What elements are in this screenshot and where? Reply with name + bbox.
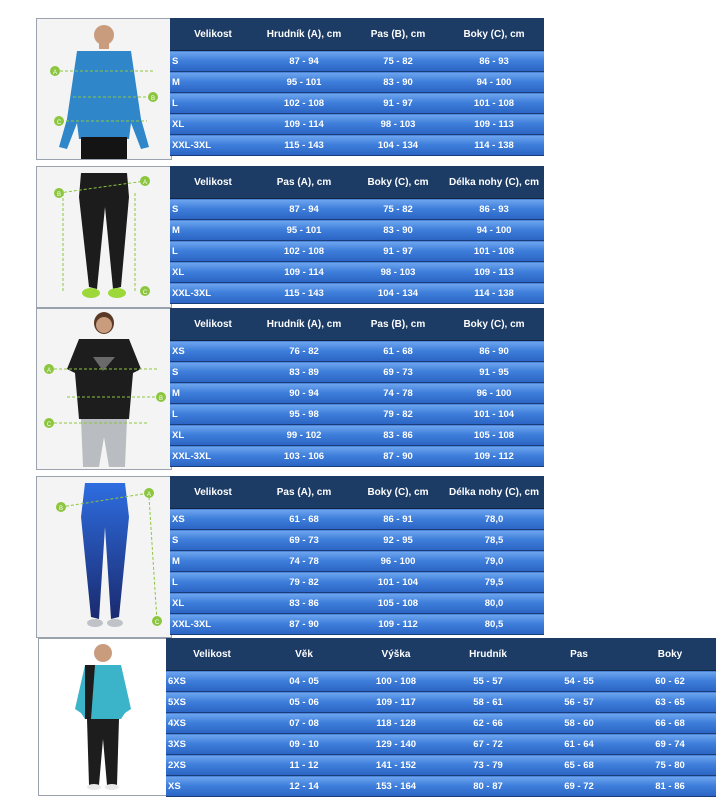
table-row <box>170 593 544 614</box>
table-row <box>166 755 716 776</box>
table-row <box>166 692 716 713</box>
value-cell: 74 - 78 <box>256 551 352 572</box>
value-cell: 109 - 117 <box>350 692 442 713</box>
value-cell: 101 - 108 <box>444 93 544 114</box>
size-cell: XL <box>170 114 256 135</box>
value-cell: 115 - 143 <box>256 283 352 304</box>
value-cell: 80,5 <box>444 614 544 635</box>
column-header: Pas (A), cm <box>256 166 352 199</box>
value-cell: 91 - 97 <box>352 241 444 262</box>
value-cell: 62 - 66 <box>442 713 534 734</box>
value-cell: 61 - 68 <box>256 509 352 530</box>
value-cell: 61 - 68 <box>352 341 444 362</box>
value-cell: 114 - 138 <box>444 283 544 304</box>
column-header: Výška <box>350 638 442 671</box>
table-row <box>170 446 544 467</box>
table-row <box>170 362 544 383</box>
value-cell: 99 - 102 <box>256 425 352 446</box>
table-row <box>170 114 544 135</box>
value-cell: 80 - 87 <box>442 776 534 797</box>
product-photo-womens-leggings <box>36 476 172 638</box>
column-header: Pas (A), cm <box>256 476 352 509</box>
value-cell: 69 - 72 <box>534 776 624 797</box>
size-table-4 <box>170 476 544 635</box>
value-cell: 115 - 143 <box>256 135 352 156</box>
value-cell: 91 - 97 <box>352 93 444 114</box>
table-row <box>170 509 544 530</box>
column-header: Velikost <box>170 308 256 341</box>
svg-text:A: A <box>142 180 148 186</box>
value-cell: 98 - 103 <box>352 262 444 283</box>
size-cell: M <box>170 551 256 572</box>
table-row <box>170 262 544 283</box>
size-cell: XS <box>166 776 258 797</box>
value-cell: 58 - 61 <box>442 692 534 713</box>
svg-text:B: B <box>158 396 164 402</box>
column-header: Pas (B), cm <box>352 18 444 51</box>
size-cell: 4XS <box>166 713 258 734</box>
value-cell: 76 - 82 <box>256 341 352 362</box>
size-cell: XL <box>170 262 256 283</box>
table-row <box>170 72 544 93</box>
value-cell: 54 - 55 <box>534 671 624 692</box>
product-photo-womens-shirt <box>36 308 172 470</box>
value-cell: 78,0 <box>444 509 544 530</box>
product-photo-mens-tights <box>36 166 172 308</box>
value-cell: 86 - 90 <box>444 341 544 362</box>
value-cell: 87 - 90 <box>352 446 444 467</box>
table-row <box>170 135 544 156</box>
value-cell: 101 - 104 <box>352 572 444 593</box>
header-row <box>170 308 544 341</box>
svg-text:C: C <box>142 290 148 296</box>
value-cell: 118 - 128 <box>350 713 442 734</box>
value-cell: 109 - 112 <box>444 446 544 467</box>
woman-leggings-photo <box>37 477 171 637</box>
value-cell: 75 - 80 <box>624 755 716 776</box>
column-header: Velikost <box>170 166 256 199</box>
value-cell: 56 - 57 <box>534 692 624 713</box>
size-cell: XL <box>170 593 256 614</box>
svg-text:C: C <box>56 120 62 126</box>
value-cell: 73 - 79 <box>442 755 534 776</box>
value-cell: 79 - 82 <box>352 404 444 425</box>
column-header: Hrudník (A), cm <box>256 18 352 51</box>
size-cell: 5XS <box>166 692 258 713</box>
value-cell: 141 - 152 <box>350 755 442 776</box>
value-cell: 102 - 108 <box>256 241 352 262</box>
value-cell: 83 - 90 <box>352 220 444 241</box>
value-cell: 104 - 134 <box>352 135 444 156</box>
size-cell: XXL-3XL <box>170 446 256 467</box>
value-cell: 94 - 100 <box>444 72 544 93</box>
value-cell: 98 - 103 <box>352 114 444 135</box>
size-cell: L <box>170 241 256 262</box>
value-cell: 83 - 89 <box>256 362 352 383</box>
column-header: Velikost <box>166 638 258 671</box>
size-cell: XL <box>170 425 256 446</box>
value-cell: 65 - 68 <box>534 755 624 776</box>
table-row <box>170 530 544 551</box>
size-cell: L <box>170 572 256 593</box>
value-cell: 66 - 68 <box>624 713 716 734</box>
size-table-2 <box>170 166 544 304</box>
size-cell: S <box>170 199 256 220</box>
value-cell: 61 - 64 <box>534 734 624 755</box>
svg-text:A: A <box>52 70 58 76</box>
value-cell: 80,0 <box>444 593 544 614</box>
value-cell: 79 - 82 <box>256 572 352 593</box>
column-header: Pas <box>534 638 624 671</box>
table-row <box>170 199 544 220</box>
size-cell: XS <box>170 341 256 362</box>
value-cell: 05 - 06 <box>258 692 350 713</box>
column-header: Boky (C), cm <box>352 476 444 509</box>
svg-text:A: A <box>46 368 52 374</box>
column-header: Délka nohy (C), cm <box>444 166 544 199</box>
value-cell: 79,5 <box>444 572 544 593</box>
size-cell: S <box>170 362 256 383</box>
product-photo-kids-tracksuit <box>38 638 168 796</box>
value-cell: 96 - 100 <box>444 383 544 404</box>
value-cell: 09 - 10 <box>258 734 350 755</box>
value-cell: 74 - 78 <box>352 383 444 404</box>
table-row <box>166 776 716 797</box>
column-header: Velikost <box>170 18 256 51</box>
column-header: Hrudník <box>442 638 534 671</box>
value-cell: 90 - 94 <box>256 383 352 404</box>
column-header: Věk <box>258 638 350 671</box>
value-cell: 95 - 98 <box>256 404 352 425</box>
value-cell: 86 - 91 <box>352 509 444 530</box>
table-row <box>170 51 544 72</box>
value-cell: 12 - 14 <box>258 776 350 797</box>
value-cell: 60 - 62 <box>624 671 716 692</box>
header-row <box>166 638 716 671</box>
table-row <box>170 93 544 114</box>
value-cell: 109 - 114 <box>256 114 352 135</box>
column-header: Boky (C), cm <box>352 166 444 199</box>
value-cell: 91 - 95 <box>444 362 544 383</box>
value-cell: 87 - 94 <box>256 51 352 72</box>
man-long-sleeve-shirt-photo <box>37 19 171 159</box>
table-row <box>170 241 544 262</box>
svg-text:B: B <box>150 96 156 102</box>
size-cell: M <box>170 72 256 93</box>
size-cell: L <box>170 404 256 425</box>
woman-tshirt-photo <box>37 309 171 469</box>
value-cell: 55 - 57 <box>442 671 534 692</box>
header-row <box>170 166 544 199</box>
value-cell: 63 - 65 <box>624 692 716 713</box>
value-cell: 81 - 86 <box>624 776 716 797</box>
value-cell: 69 - 73 <box>256 530 352 551</box>
size-table-5 <box>166 638 716 797</box>
value-cell: 86 - 93 <box>444 51 544 72</box>
table-row <box>170 572 544 593</box>
header-row <box>170 18 544 51</box>
svg-text:B: B <box>56 192 62 198</box>
value-cell: 129 - 140 <box>350 734 442 755</box>
svg-text:C: C <box>46 422 52 428</box>
value-cell: 78,5 <box>444 530 544 551</box>
size-cell: XXL-3XL <box>170 135 256 156</box>
size-cell: M <box>170 383 256 404</box>
value-cell: 79,0 <box>444 551 544 572</box>
size-table-3 <box>170 308 544 467</box>
value-cell: 83 - 86 <box>352 425 444 446</box>
value-cell: 101 - 108 <box>444 241 544 262</box>
value-cell: 67 - 72 <box>442 734 534 755</box>
value-cell: 105 - 108 <box>444 425 544 446</box>
column-header: Hrudník (A), cm <box>256 308 352 341</box>
value-cell: 94 - 100 <box>444 220 544 241</box>
table-row <box>170 551 544 572</box>
svg-text:A: A <box>146 492 152 498</box>
column-header: Boky (C), cm <box>444 18 544 51</box>
value-cell: 86 - 93 <box>444 199 544 220</box>
value-cell: 11 - 12 <box>258 755 350 776</box>
value-cell: 100 - 108 <box>350 671 442 692</box>
table-row <box>170 341 544 362</box>
value-cell: 105 - 108 <box>352 593 444 614</box>
size-cell: 3XS <box>166 734 258 755</box>
value-cell: 69 - 73 <box>352 362 444 383</box>
table-row <box>170 425 544 446</box>
table-row <box>170 404 544 425</box>
size-cell: L <box>170 93 256 114</box>
size-cell: XXL-3XL <box>170 283 256 304</box>
value-cell: 114 - 138 <box>444 135 544 156</box>
value-cell: 109 - 113 <box>444 262 544 283</box>
svg-text:B: B <box>58 506 64 512</box>
value-cell: 101 - 104 <box>444 404 544 425</box>
size-table-1 <box>170 18 544 156</box>
value-cell: 104 - 134 <box>352 283 444 304</box>
table-row <box>166 671 716 692</box>
value-cell: 96 - 100 <box>352 551 444 572</box>
product-photo-mens-shirt <box>36 18 172 160</box>
value-cell: 75 - 82 <box>352 51 444 72</box>
table-row <box>170 283 544 304</box>
child-tracksuit-photo <box>39 639 167 795</box>
value-cell: 109 - 112 <box>352 614 444 635</box>
value-cell: 102 - 108 <box>256 93 352 114</box>
value-cell: 83 - 86 <box>256 593 352 614</box>
header-row <box>170 476 544 509</box>
column-header: Boky (C), cm <box>444 308 544 341</box>
value-cell: 58 - 60 <box>534 713 624 734</box>
value-cell: 95 - 101 <box>256 72 352 93</box>
value-cell: 83 - 90 <box>352 72 444 93</box>
value-cell: 153 - 164 <box>350 776 442 797</box>
value-cell: 87 - 90 <box>256 614 352 635</box>
size-cell: XS <box>170 509 256 530</box>
size-cell: 6XS <box>166 671 258 692</box>
value-cell: 92 - 95 <box>352 530 444 551</box>
table-row <box>166 713 716 734</box>
table-row <box>170 383 544 404</box>
column-header: Délka nohy (C), cm <box>444 476 544 509</box>
table-row <box>166 734 716 755</box>
column-header: Velikost <box>170 476 256 509</box>
value-cell: 95 - 101 <box>256 220 352 241</box>
svg-text:C: C <box>154 620 160 626</box>
column-header: Pas (B), cm <box>352 308 444 341</box>
value-cell: 04 - 05 <box>258 671 350 692</box>
column-header: Boky <box>624 638 716 671</box>
value-cell: 103 - 106 <box>256 446 352 467</box>
size-cell: S <box>170 51 256 72</box>
man-running-tights-photo <box>37 167 171 307</box>
value-cell: 69 - 74 <box>624 734 716 755</box>
table-row <box>170 614 544 635</box>
size-cell: S <box>170 530 256 551</box>
value-cell: 07 - 08 <box>258 713 350 734</box>
value-cell: 109 - 114 <box>256 262 352 283</box>
value-cell: 75 - 82 <box>352 199 444 220</box>
size-cell: 2XS <box>166 755 258 776</box>
table-row <box>170 220 544 241</box>
value-cell: 109 - 113 <box>444 114 544 135</box>
value-cell: 87 - 94 <box>256 199 352 220</box>
size-cell: M <box>170 220 256 241</box>
size-cell: XXL-3XL <box>170 614 256 635</box>
